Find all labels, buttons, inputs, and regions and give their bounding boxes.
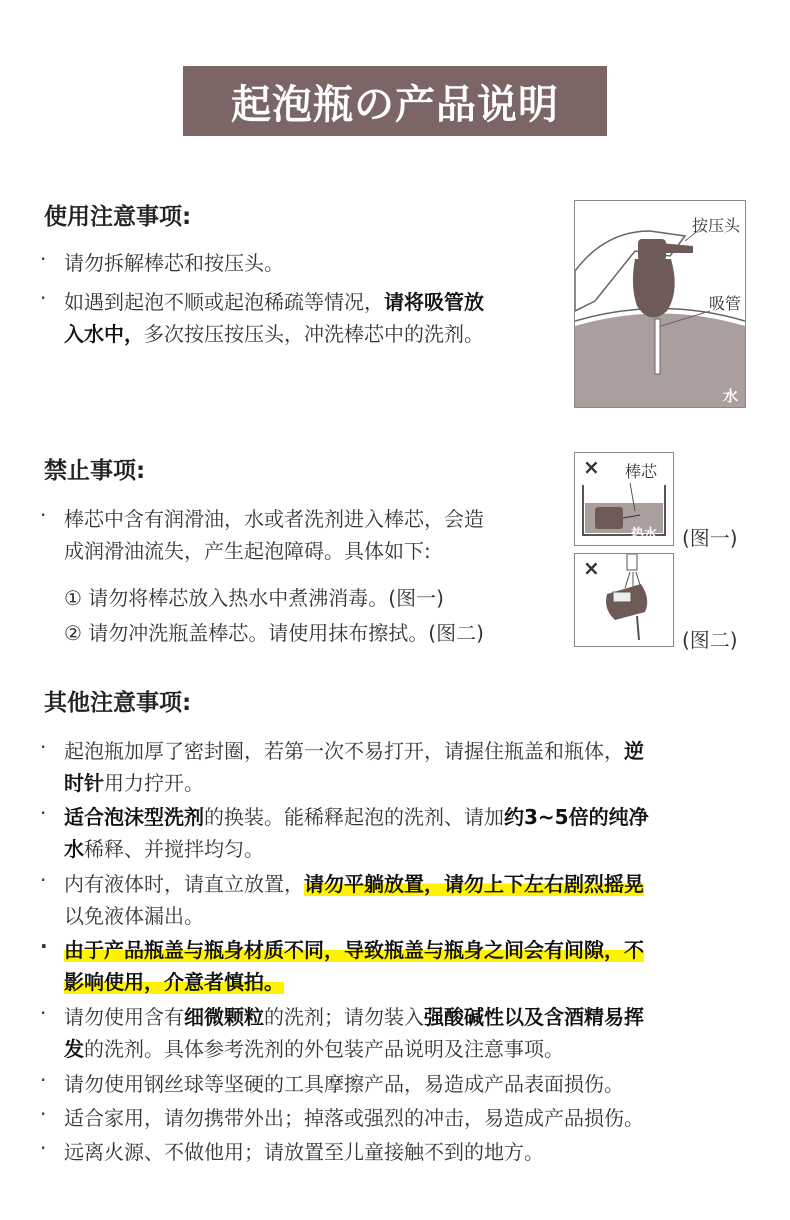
bullet-dot: · <box>40 868 47 892</box>
emphasis-text: 入水中， <box>64 322 144 346</box>
bullet-dot: · <box>40 503 47 527</box>
text-span: 的洗剂。具体参考洗剂的外包装产品说明及注意事项。 <box>84 1037 564 1061</box>
usage-bullet-2-line-1 <box>64 286 484 315</box>
usage-heading: 使用注意事项: <box>44 204 192 230</box>
text-span: 内有液体时，请直立放置， <box>64 872 304 896</box>
other-bullet-5-line-1 <box>64 1001 644 1030</box>
forbidden-mark: × <box>583 455 600 479</box>
highlighted-text: 由于产品瓶盖与瓶身材质不同，导致瓶盖与瓶身之间会有间隙，不 <box>64 938 644 962</box>
emphasis-text: 强酸碱性以及含酒精易挥 <box>424 1005 644 1029</box>
bullet-dot: · <box>40 1102 47 1126</box>
bullet-dot: · <box>40 286 47 310</box>
bullet-dot: · <box>40 934 48 958</box>
emphasis-text: 时针 <box>64 771 104 795</box>
text-span: 请勿使用含有 <box>64 1005 184 1029</box>
prohibited-heading: 禁止事项: <box>44 458 146 484</box>
prohibited-item-1: ① 请勿将棒芯放入热水中煮沸消毒。(图一) <box>64 586 444 610</box>
bullet-dot: · <box>40 1136 47 1160</box>
label-straw: 吸管 <box>709 294 742 313</box>
emphasis-text: 水 <box>64 837 84 861</box>
text-span: 起泡瓶加厚了密封圈，若第一次不易打开，请握住瓶盖和瓶体， <box>64 739 624 763</box>
bullet-dot: · <box>40 735 47 759</box>
bullet-dot: · <box>40 247 47 271</box>
other-bullet-2-line-1 <box>64 801 649 830</box>
emphasis-text: 约3~5倍的纯净 <box>504 805 649 829</box>
other-bullet-4-line-1 <box>64 934 644 963</box>
text-span: 的洗剂；请勿装入 <box>264 1005 424 1029</box>
text-span: 用力拧开。 <box>104 771 204 795</box>
other-bullet-6: 请勿使用钢丝球等坚硬的工具摩擦产品，易造成产品表面损伤。 <box>64 1072 624 1096</box>
other-bullet-1-line-2 <box>64 767 204 796</box>
figure-1 <box>574 452 674 546</box>
other-bullet-2-line-2 <box>64 833 264 862</box>
highlighted-text: 影响使用，介意者慎拍。 <box>64 970 284 994</box>
label-water: 水 <box>723 387 739 405</box>
figure-2 <box>574 553 674 647</box>
emphasis-text: 请将吸管放 <box>384 290 484 314</box>
text-span: 如遇到起泡不顺或起泡稀疏等情况， <box>64 290 384 314</box>
prohibited-item-2: ② 请勿冲洗瓶盖棒芯。请使用抹布擦拭。(图二) <box>64 621 484 645</box>
figure-2-caption: (图二) <box>682 628 738 652</box>
other-bullet-8: 远离火源、不做他用；请放置至儿童接触不到的地方。 <box>64 1140 544 1164</box>
prohibited-bullet-line-2: 成润滑油流失，产生起泡障碍。具体如下: <box>64 539 431 563</box>
usage-bullet-2-line-2 <box>64 318 484 347</box>
emphasis-text: 逆 <box>624 739 644 763</box>
emphasis-text: 适合泡沫型洗剂 <box>64 805 204 829</box>
other-bullet-1-line-1 <box>64 735 644 764</box>
label-core: 棒芯 <box>625 462 658 481</box>
other-heading: 其他注意事项: <box>44 690 192 716</box>
bullet-dot: · <box>40 801 47 825</box>
highlighted-text: 请勿平躺放置，请勿上下左右剧烈摇晃 <box>304 872 644 896</box>
emphasis-text: 发 <box>64 1037 84 1061</box>
other-bullet-3-line-2: 以免液体漏出。 <box>64 904 204 928</box>
prohibited-bullet-line-1: 棒芯中含有润滑油，水或者洗剂进入棒芯，会造 <box>64 507 484 531</box>
text-span: 的换装。能稀释起泡的洗剂、请加 <box>204 805 504 829</box>
usage-bullet-1: 请勿拆解棒芯和按压头。 <box>64 251 284 275</box>
text-span: 多次按压按压头，冲洗棒芯中的洗剂。 <box>144 322 484 346</box>
other-bullet-5-line-2 <box>64 1033 564 1062</box>
other-bullet-7: 适合家用，请勿携带外出；掉落或强烈的冲击，易造成产品损伤。 <box>64 1106 644 1130</box>
page-title: 起泡瓶の产品说明 <box>183 66 607 136</box>
other-bullet-3-line-1 <box>64 868 644 897</box>
bullet-dot: · <box>40 1068 47 1092</box>
label-press-head: 按压头 <box>692 216 741 235</box>
other-bullet-4-line-2 <box>64 966 284 995</box>
usage-figure <box>574 200 746 408</box>
bullet-dot: · <box>40 1001 47 1025</box>
label-hot-water: 热水 <box>631 527 658 542</box>
forbidden-mark: × <box>583 556 600 580</box>
emphasis-text: 细微颗粒 <box>184 1005 264 1029</box>
figure-1-caption: (图一) <box>682 526 738 550</box>
text-span: 稀释、并搅拌均匀。 <box>84 837 264 861</box>
